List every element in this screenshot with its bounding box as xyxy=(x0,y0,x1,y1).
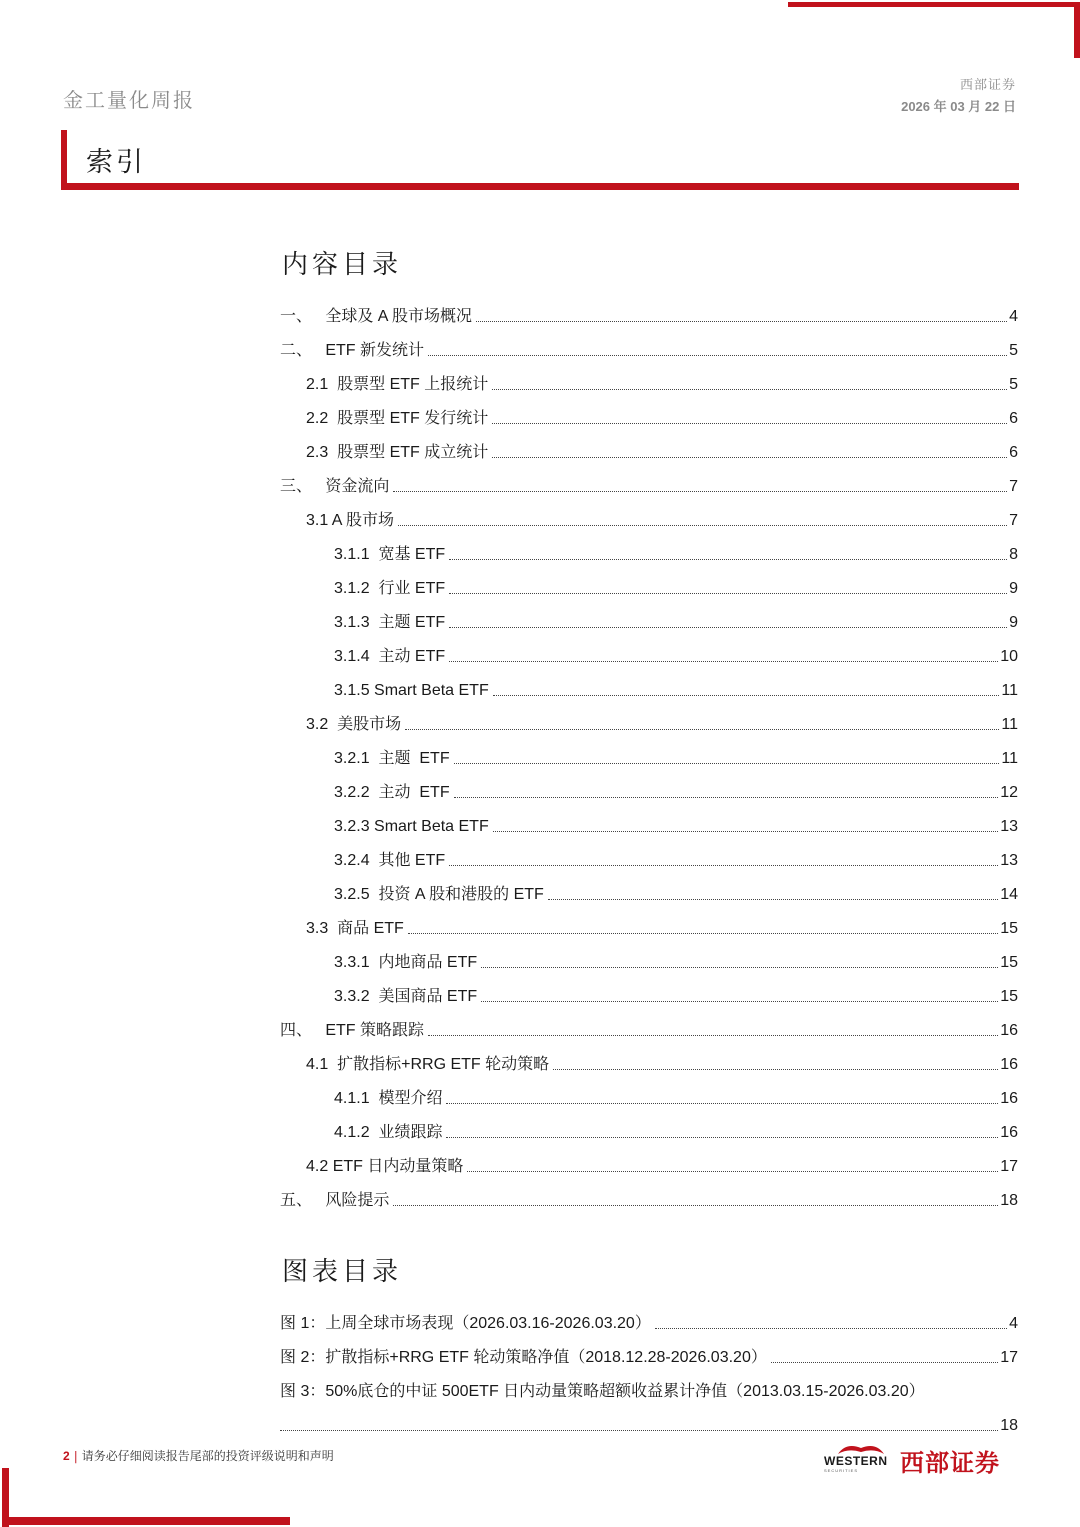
figure-entry-page: 18 xyxy=(1000,1417,1018,1434)
toc-entry-label: 4.2 ETF 日内动量策略 xyxy=(306,1158,464,1175)
toc-entry[interactable] xyxy=(280,463,1018,497)
toc-entry-page: 18 xyxy=(1000,1192,1018,1209)
toc-dot-leader xyxy=(428,355,1007,356)
toc-dot-leader xyxy=(467,1171,998,1172)
toc-list xyxy=(280,293,1018,1211)
toc-dot-leader xyxy=(492,423,1007,424)
toc-entry-label: 2.3 股票型 ETF 成立统计 xyxy=(306,444,489,461)
toc-entry-label: 3.2.2 主动 ETF xyxy=(334,784,450,801)
toc-entry-label: 4.1 扩散指标+RRG ETF 轮动策略 xyxy=(306,1056,550,1073)
logo-text-en: WESTERN xyxy=(824,1454,888,1468)
toc-dot-leader xyxy=(548,899,998,900)
report-title: 金工量化周报 xyxy=(63,88,195,112)
toc-entry-page: 15 xyxy=(1000,988,1018,1005)
figure-entry-first-line xyxy=(280,1368,1018,1402)
figure-entry-label: 图 2：扩散指标+RRG ETF 轮动策略净值（2018.12.28-2026.03.20） xyxy=(280,1349,767,1366)
figure-entry[interactable] xyxy=(280,1334,1018,1368)
report-date: 2026 年 03 月 22 日 xyxy=(901,99,1016,114)
toc-entry[interactable] xyxy=(280,497,1018,531)
toc-dot-leader xyxy=(408,933,998,934)
toc-entry-label: 3.3.1 内地商品 ETF xyxy=(334,954,478,971)
page-number: 2 xyxy=(63,1449,70,1463)
toc-entry-page: 16 xyxy=(1000,1124,1018,1141)
toc-entry-page: 4 xyxy=(1009,308,1018,325)
header-meta xyxy=(901,74,1016,115)
toc-entry[interactable] xyxy=(280,905,1018,939)
toc-entry[interactable] xyxy=(280,1177,1018,1211)
top-right-accent-bar xyxy=(788,2,1080,7)
toc-entry-label: 3.2 美股市场 xyxy=(306,716,402,733)
toc-entry[interactable] xyxy=(280,1007,1018,1041)
section-title: 索引 xyxy=(86,147,146,178)
toc-dot-leader xyxy=(446,1103,998,1104)
figure-dot-leader xyxy=(655,1328,1007,1329)
toc-entry-label: 3.2.5 投资 A 股和港股的 ETF xyxy=(334,886,544,903)
toc-entry-label: 五、 风险提示 xyxy=(280,1192,390,1209)
toc-entry[interactable] xyxy=(280,429,1018,463)
toc-entry[interactable] xyxy=(280,735,1018,769)
toc-dot-leader xyxy=(449,593,1007,594)
toc-dot-leader xyxy=(398,525,1007,526)
logo-text-sub: SECURITIES xyxy=(824,1468,859,1473)
toc-dot-leader xyxy=(476,321,1007,322)
toc-entry[interactable] xyxy=(280,973,1018,1007)
toc-entry-page: 5 xyxy=(1009,376,1018,393)
toc-entry-label: 4.1.1 模型介绍 xyxy=(334,1090,443,1107)
toc-entry-page: 17 xyxy=(1000,1158,1018,1175)
toc-entry[interactable] xyxy=(280,803,1018,837)
toc-dot-leader xyxy=(449,661,998,662)
toc-entry-label: 2.1 股票型 ETF 上报统计 xyxy=(306,376,489,393)
toc-dot-leader xyxy=(492,389,1007,390)
toc-entry-label: 三、 资金流向 xyxy=(280,478,390,495)
toc-dot-leader xyxy=(446,1137,998,1138)
toc-entry[interactable] xyxy=(280,361,1018,395)
toc-entry[interactable] xyxy=(280,701,1018,735)
toc-entry-page: 10 xyxy=(1000,648,1018,665)
toc-entry-page: 13 xyxy=(1000,852,1018,869)
toc-entry-page: 16 xyxy=(1000,1056,1018,1073)
toc-entry-label: 3.3 商品 ETF xyxy=(306,920,404,937)
toc-entry[interactable] xyxy=(280,1075,1018,1109)
toc-dot-leader xyxy=(492,457,1007,458)
toc-entry-page: 9 xyxy=(1009,614,1018,631)
toc-entry[interactable] xyxy=(280,1143,1018,1177)
toc-entry-page: 6 xyxy=(1009,410,1018,427)
toc-entry-page: 8 xyxy=(1009,546,1018,563)
toc-entry-label: 3.2.3 Smart Beta ETF xyxy=(334,818,489,835)
toc-entry-label: 3.1.5 Smart Beta ETF xyxy=(334,682,489,699)
toc-entry[interactable] xyxy=(280,327,1018,361)
figure-entry[interactable] xyxy=(280,1368,1018,1436)
toc-entry-page: 7 xyxy=(1009,512,1018,529)
footer-disclaimer-text: 请务必仔细阅读报告尾部的投资评级说明和声明 xyxy=(81,1449,334,1463)
header-company: 西部证券 xyxy=(959,78,1016,93)
toc-dot-leader xyxy=(553,1069,998,1070)
toc-entry-page: 16 xyxy=(1000,1090,1018,1107)
logo-text-cn: 西部证券 xyxy=(900,1449,1000,1477)
toc-entry-label: 3.2.4 其他 ETF xyxy=(334,852,446,869)
toc-entry-page: 15 xyxy=(1000,920,1018,937)
toc-entry-label: 3.1 A 股市场 xyxy=(306,512,395,529)
toc-entry[interactable] xyxy=(280,531,1018,565)
figure-dot-leader xyxy=(771,1362,998,1363)
toc-dot-leader xyxy=(393,1205,998,1206)
toc-dot-leader xyxy=(493,695,1000,696)
toc-dot-leader xyxy=(449,627,1007,628)
section-title-underline xyxy=(61,183,1019,190)
figure-entry-page: 4 xyxy=(1009,1315,1018,1332)
toc-dot-leader xyxy=(454,797,999,798)
toc-entry-label: 3.3.2 美国商品 ETF xyxy=(334,988,478,1005)
toc-dot-leader xyxy=(393,491,1007,492)
figure-entry-label: 图 3：50%底仓的中证 500ETF 日内动量策略超额收益累计净值（2013.03.15-2026.03.20） xyxy=(280,1383,925,1400)
toc-entry-label: 2.2 股票型 ETF 发行统计 xyxy=(306,410,489,427)
toc-entry-page: 16 xyxy=(1000,1022,1018,1039)
footer-separator: | xyxy=(73,1449,78,1463)
toc-entry-page: 14 xyxy=(1000,886,1018,903)
figure-entry[interactable] xyxy=(280,1300,1018,1334)
footer-disclaimer xyxy=(63,1447,334,1464)
toc-entry-label: 二、 ETF 新发统计 xyxy=(280,342,425,359)
toc-entry-page: 11 xyxy=(1001,682,1018,699)
figure-list-heading: 图表目录 xyxy=(282,1257,403,1287)
figure-dot-leader xyxy=(280,1430,998,1431)
toc-entry-page: 7 xyxy=(1009,478,1018,495)
toc-entry-label: 3.1.1 宽基 ETF xyxy=(334,546,446,563)
section-title-bar xyxy=(61,130,67,190)
toc-dot-leader xyxy=(481,1001,998,1002)
toc-entry-page: 11 xyxy=(1001,716,1018,733)
toc-entry[interactable] xyxy=(280,837,1018,871)
toc-dot-leader xyxy=(493,831,998,832)
toc-entry-page: 9 xyxy=(1009,580,1018,597)
toc-dot-leader xyxy=(481,967,998,968)
toc-entry-label: 3.1.3 主题 ETF xyxy=(334,614,446,631)
toc-entry-label: 3.1.4 主动 ETF xyxy=(334,648,446,665)
figure-list xyxy=(280,1300,1018,1436)
toc-entry[interactable] xyxy=(280,769,1018,803)
top-right-accent-bar-vertical xyxy=(1074,2,1080,58)
toc-entry[interactable] xyxy=(280,633,1018,667)
toc-entry[interactable] xyxy=(280,395,1018,429)
toc-dot-leader xyxy=(454,763,1000,764)
toc-heading: 内容目录 xyxy=(282,250,403,280)
toc-entry[interactable] xyxy=(280,871,1018,905)
toc-entry-page: 15 xyxy=(1000,954,1018,971)
toc-entry-page: 12 xyxy=(1000,784,1018,801)
figure-entry-label: 图 1：上周全球市场表现（2026.03.16-2026.03.20） xyxy=(280,1315,651,1332)
toc-dot-leader xyxy=(405,729,999,730)
toc-entry-label: 4.1.2 业绩跟踪 xyxy=(334,1124,443,1141)
toc-entry-label: 一、 全球及 A 股市场概况 xyxy=(280,308,473,325)
toc-entry-label: 四、 ETF 策略跟踪 xyxy=(280,1022,425,1039)
toc-entry-page: 6 xyxy=(1009,444,1018,461)
toc-entry-page: 5 xyxy=(1009,342,1018,359)
toc-entry[interactable] xyxy=(280,1109,1018,1143)
toc-entry[interactable] xyxy=(280,599,1018,633)
toc-entry[interactable] xyxy=(280,667,1018,701)
bottom-left-accent-bar xyxy=(2,1517,290,1525)
toc-entry-label: 3.1.2 行业 ETF xyxy=(334,580,446,597)
toc-entry[interactable] xyxy=(280,293,1018,327)
toc-entry-label: 3.2.1 主题 ETF xyxy=(334,750,450,767)
toc-dot-leader xyxy=(428,1035,998,1036)
toc-dot-leader xyxy=(449,559,1007,560)
toc-entry[interactable] xyxy=(280,939,1018,973)
toc-entry[interactable] xyxy=(280,565,1018,599)
figure-entry-second-line xyxy=(280,1402,1018,1436)
figure-entry-page: 17 xyxy=(1000,1349,1018,1366)
toc-entry-page: 13 xyxy=(1000,818,1018,835)
toc-dot-leader xyxy=(449,865,998,866)
company-logo xyxy=(822,1440,1018,1480)
toc-entry[interactable] xyxy=(280,1041,1018,1075)
toc-entry-page: 11 xyxy=(1001,750,1018,767)
